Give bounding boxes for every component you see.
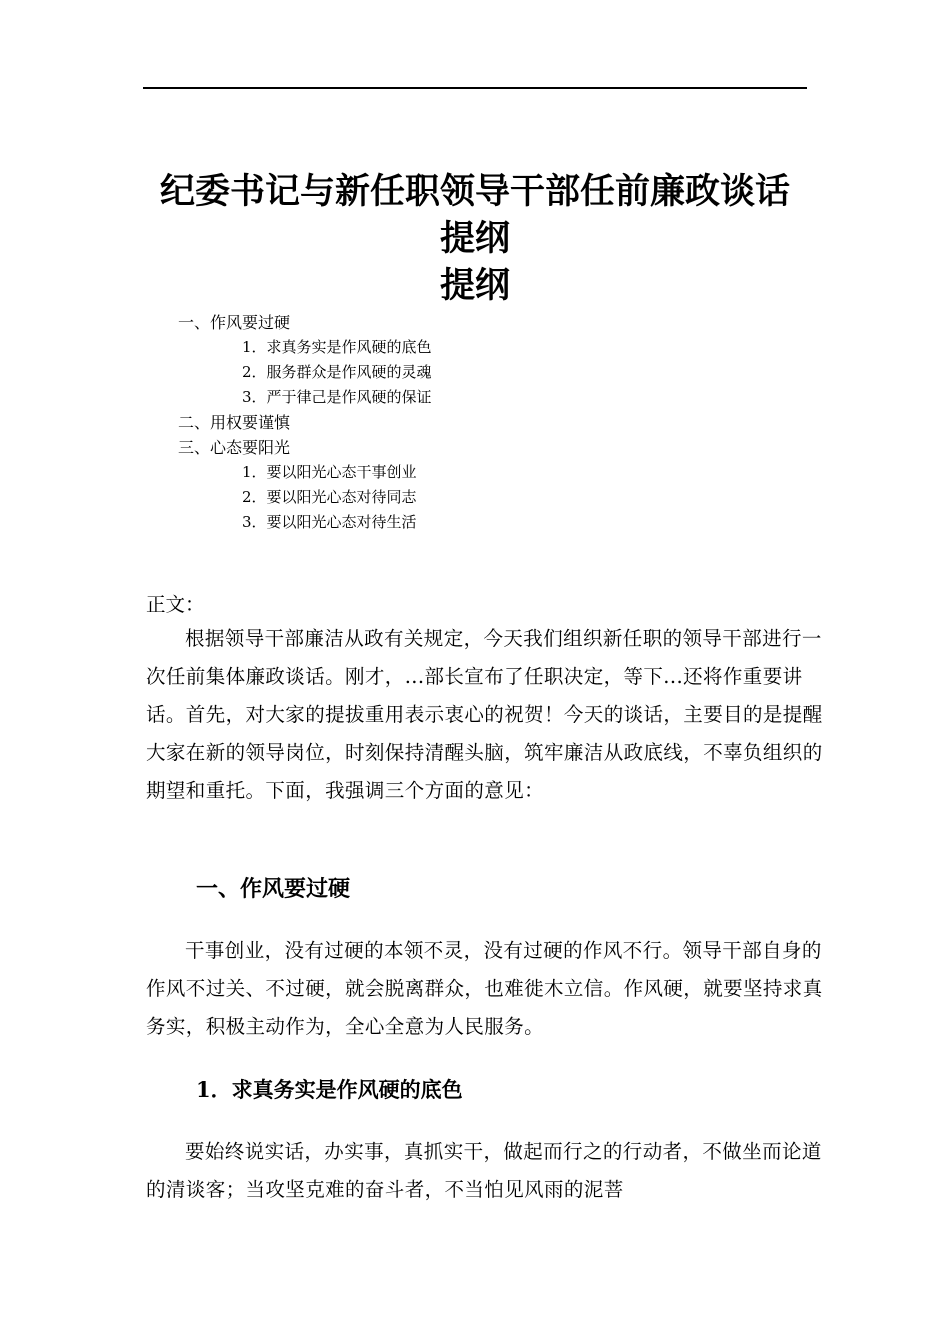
outline	[178, 310, 678, 535]
outline-subitem: 1．要以阳光心态干事创业	[242, 463, 417, 481]
section-paragraph-block	[146, 932, 826, 1046]
outline-item: 三、心态要阳光	[178, 438, 291, 457]
subsection-paragraph: 要始终说实话，办实事，真抓实干，做起而行之的行动者，不做坐而论道的清谈客；当攻坚克难的奋斗者，不当怕见风雨的泥菩	[146, 1140, 822, 1201]
outline-subitem: 2．要以阳光心态对待同志	[242, 488, 417, 506]
intro-paragraph-block	[146, 620, 826, 810]
intro-paragraph: 根据领导干部廉洁从政有关规定，今天我们组织新任职的领导干部进行一次任前集体廉政谈话。刚才，...部长宣布了任职决定，等下...还将作重要讲话。首先，对大家的提拔重用表示衷心的祝贺！今天的谈话，主要目的是提醒大家在新的领导岗位，时刻保持清醒头脑，筑牢廉洁从政底线，不辜负组织的期望和重托。下面，我强调三个方面的意见：	[146, 627, 823, 802]
document-title: 纪委书记与新任职领导干部任前廉政谈话	[159, 172, 790, 212]
header-rule	[143, 87, 807, 89]
section-paragraph: 干事创业，没有过硬的本领不灵，没有过硬的作风不行。领导干部自身的作风不过关、不过硬，就会脱离群众，也难徙木立信。作风硬，就要坚持求真务实，积极主动作为，全心全意为人民服务。	[146, 939, 823, 1038]
outline-subitem: 3．严于律己是作风硬的保证	[242, 388, 432, 406]
subsection-heading: 1．求真务实是作风硬的底色	[196, 1077, 463, 1102]
document-title-line3: 提纲	[439, 266, 510, 306]
body-label: 正文：	[146, 593, 205, 616]
outline-subitem: 3．要以阳光心态对待生活	[242, 513, 417, 531]
outline-subitem: 1．求真务实是作风硬的底色	[242, 338, 432, 356]
outline-subitem: 2．服务群众是作风硬的灵魂	[242, 363, 432, 381]
document-title-line2: 提纲	[439, 219, 510, 259]
section-heading: 一、作风要过硬	[196, 877, 351, 902]
outline-item: 一、作风要过硬	[178, 313, 291, 332]
outline-item: 二、用权要谨慎	[178, 413, 291, 432]
subsection-paragraph-block	[146, 1133, 826, 1209]
